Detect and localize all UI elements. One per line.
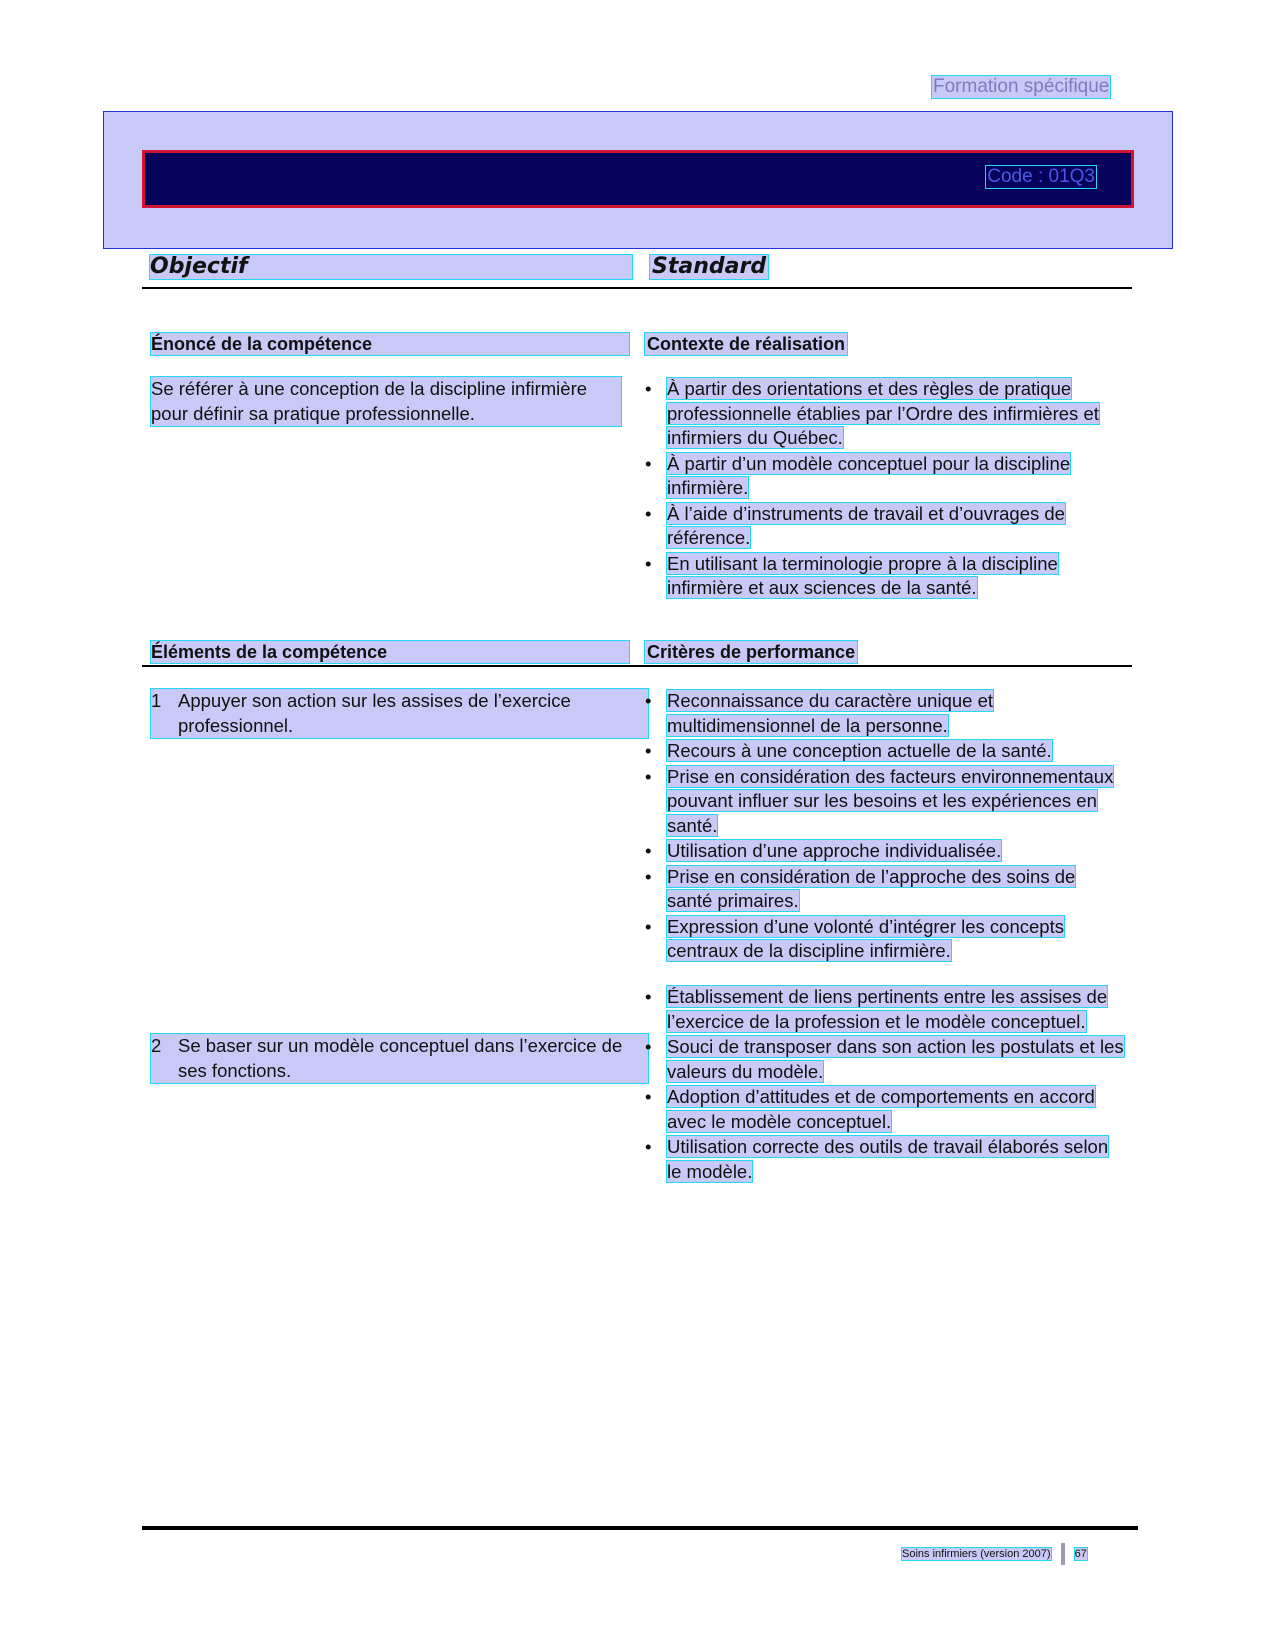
element-number: 1 bbox=[151, 690, 162, 711]
list-item: • Établissement de liens pertinents entre les assises de l’exercice de la profession et le modèle conceptuel. bbox=[645, 986, 1108, 1032]
list-item: • En utilisant la terminologie propre à la discipline infirmière et aux sciences de la santé. bbox=[645, 552, 1058, 598]
page-number: 67 bbox=[1074, 1547, 1087, 1560]
elements-heading: Éléments de la compétence bbox=[151, 641, 629, 663]
list-item: • Reconnaissance du caractère unique et multidimensionnel de la personne. bbox=[645, 690, 994, 736]
banner-title-bar bbox=[142, 150, 1134, 208]
list-item: • Utilisation correcte des outils de travail élaborés selon le modèle. bbox=[645, 1136, 1109, 1182]
list-item: • Prise en considération des facteurs environnementaux pouvant influer sur les besoins et les expériences en santé. bbox=[645, 765, 1114, 836]
competency-code: Code : 01Q3 bbox=[987, 166, 1095, 187]
element-number: 2 bbox=[151, 1035, 162, 1056]
list-item: • À partir d’un modèle conceptuel pour la discipline infirmière. bbox=[645, 452, 1071, 498]
section-rule bbox=[142, 665, 1132, 667]
criteria-list-2 bbox=[645, 985, 1125, 1185]
bullet-icon: • bbox=[645, 840, 652, 861]
page-footer bbox=[902, 1543, 1087, 1565]
bullet-icon: • bbox=[645, 552, 652, 574]
bullet-icon: • bbox=[645, 915, 652, 937]
bullet-icon: • bbox=[645, 765, 652, 787]
footer-rule bbox=[142, 1526, 1138, 1530]
criteria-heading: Critères de performance bbox=[647, 642, 856, 662]
list-item: • Souci de transposer dans son action les postulats et les valeurs du modèle. bbox=[645, 1036, 1124, 1082]
standard-heading: Standard bbox=[652, 254, 767, 279]
bullet-icon: • bbox=[645, 1086, 652, 1107]
header-rule bbox=[142, 287, 1132, 289]
bullet-icon: • bbox=[645, 740, 652, 761]
criteria-list-1 bbox=[645, 689, 1125, 965]
competence-statement: Se référer à une conception de la discipline infirmière pour définir sa pratique professionnelle. bbox=[151, 377, 621, 426]
list-item: • À partir des orientations et des règles de pratique professionnelle établies par l’Ordre des infirmières et infirmiers du Québec. bbox=[645, 378, 1099, 448]
bullet-icon: • bbox=[645, 502, 652, 524]
header-banner bbox=[103, 111, 1173, 249]
list-item: • Adoption d’attitudes et de comportements en accord avec le modèle conceptuel. bbox=[645, 1086, 1095, 1132]
element-item-2 bbox=[151, 1034, 648, 1083]
footer-program: Soins infirmiers (version 2007) bbox=[902, 1547, 1051, 1560]
list-item: • Recours à une conception actuelle de la santé. bbox=[645, 739, 1125, 764]
section-label: Formation spécifique bbox=[933, 76, 1110, 97]
element-item-1 bbox=[151, 689, 648, 738]
list-item: • Utilisation d’une approche individualisée. bbox=[645, 839, 1125, 864]
bullet-icon: • bbox=[645, 1136, 652, 1157]
list-item: • Expression d’une volonté d’intégrer les concepts centraux de la discipline infirmière. bbox=[645, 915, 1064, 961]
bullet-icon: • bbox=[645, 452, 652, 474]
context-list bbox=[645, 377, 1125, 602]
element-text: Se baser sur un modèle conceptuel dans l’exercice de ses fonctions. bbox=[178, 1035, 623, 1081]
element-text: Appuyer son action sur les assises de l’exercice professionnel. bbox=[178, 690, 571, 736]
list-item: • À l’aide d’instruments de travail et d’ouvrages de référence. bbox=[645, 502, 1065, 548]
bullet-icon: • bbox=[645, 865, 652, 887]
competence-heading: Énoncé de la compétence bbox=[151, 333, 629, 355]
footer-separator bbox=[1061, 1543, 1065, 1565]
bullet-icon: • bbox=[645, 378, 652, 399]
objective-heading: Objectif bbox=[150, 255, 632, 279]
context-heading: Contexte de réalisation bbox=[647, 334, 846, 354]
list-item: • Prise en considération de l’approche des soins de santé primaires. bbox=[645, 865, 1076, 911]
bullet-icon: • bbox=[645, 1036, 652, 1057]
bullet-icon: • bbox=[645, 690, 652, 711]
bullet-icon: • bbox=[645, 986, 652, 1007]
